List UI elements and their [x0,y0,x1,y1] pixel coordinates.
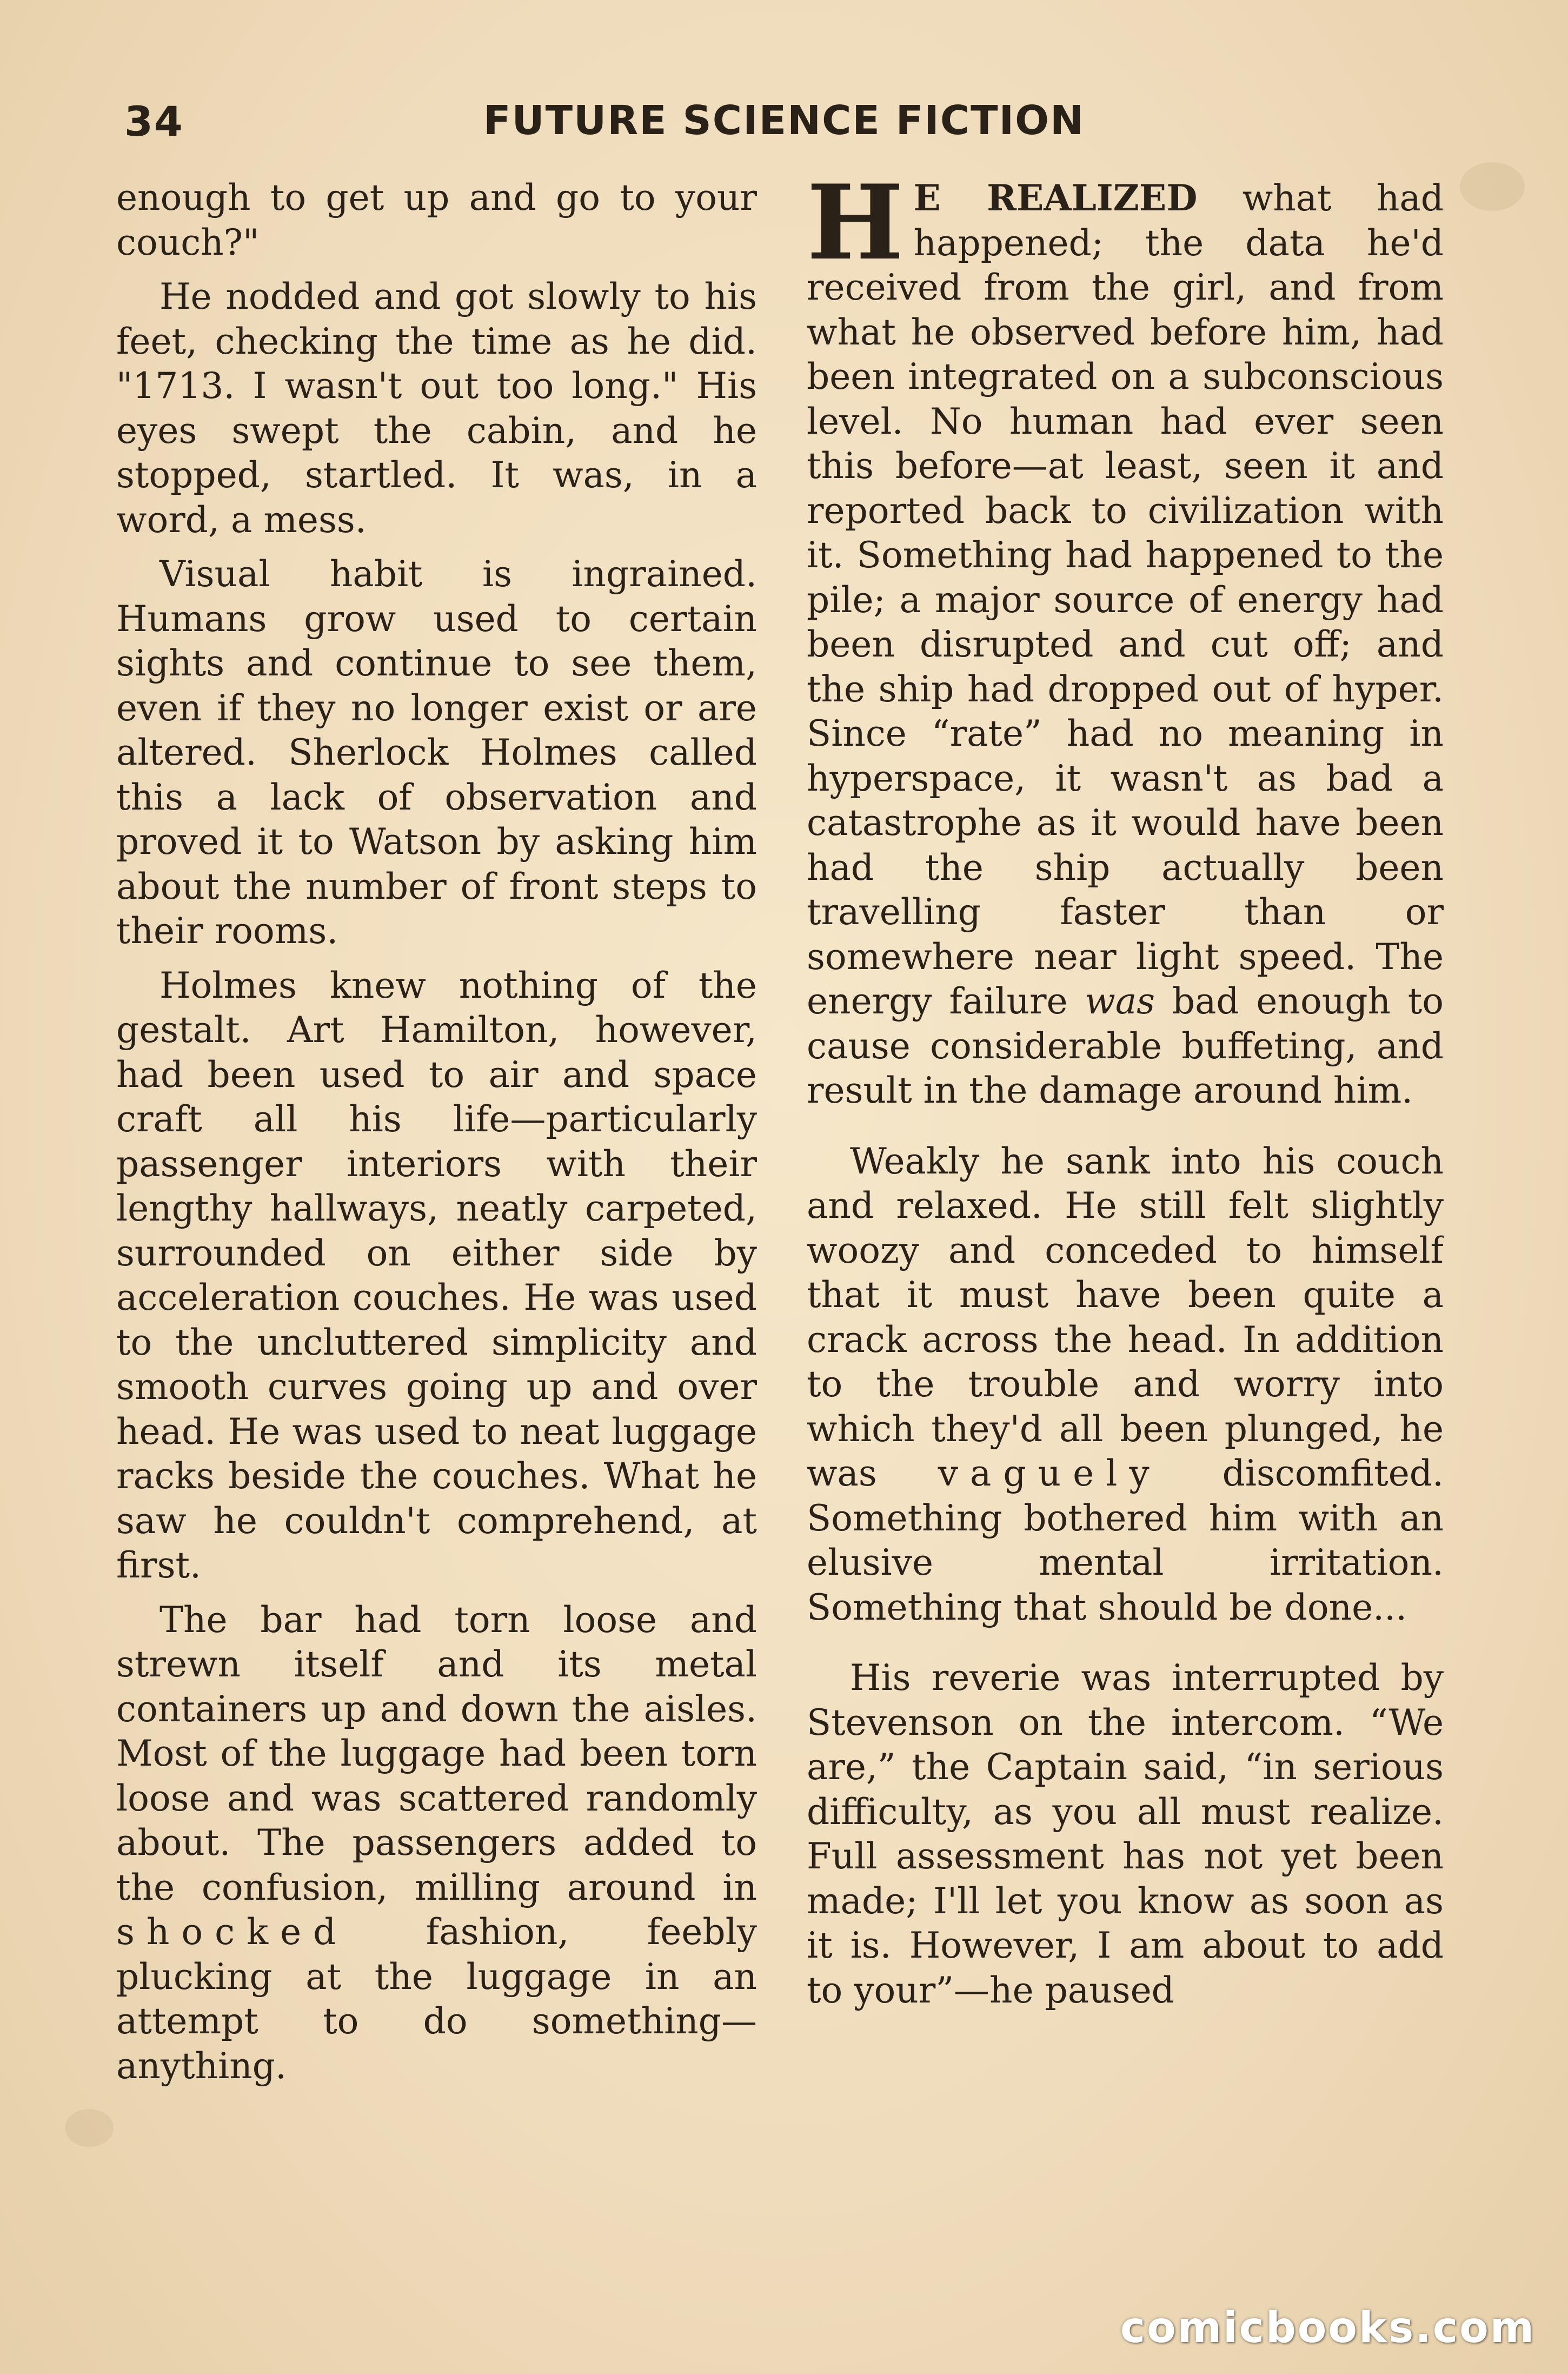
page-header [119,97,1449,157]
lead-in-caps: E REALIZED [913,177,1198,219]
paragraph [116,1598,757,2089]
paper-stain [1460,162,1525,211]
paragraph [807,1139,1444,1630]
left-column [116,176,757,2285]
paragraph-text: discomfited. Something bothered him with an elusive mental irritation. Something that should be done... [807,1453,1444,1628]
paragraph: Visual habit is ingrained. Humans grow used to certain sights and continue to see them, even if they no longer exist or are altered. Sherlock Holmes called this a lack of observation and proved it to Watson by asking him about the number of front steps to their rooms. [116,553,757,952]
paragraph: Holmes knew nothing of the gestalt. Art Hamilton, however, had been used to air and space craft all his life—particularly passenger interiors with their lengthy hallways, neatly carpeted, surrounded on either side by acceleration couches. He was used to the uncluttered simplicity and smooth curves going up and over head. He was used to neat luggage racks beside the couches. What he saw he couldn't comprehend, at first. [116,964,757,1586]
paragraph-text: bad enough to cause considerable buffeting, and result in the damage around him. [807,980,1444,1111]
paragraph-text: what had happened; the data he'd received from the girl, and from what he observed before him, had been integrated on a subconscious level. No human had ever seen this before—at least, seen it and reported back to civilization with it. Something had happened to the pile; a major source of energy had been disrupted and cut off; and the ship had dropped out of hyper. Since “rate” had no meaning in hyperspace, it wasn't as bad a catastrophe as it would have been had the ship actually been travelling faster than or somewhere near light speed. The energy failure [807,177,1444,1022]
spaced-word: vaguely [938,1453,1161,1494]
spaced-word: shocked [116,1911,348,1953]
page-number: 34 [124,97,184,145]
paragraph: His reverie was interrupted by Stevenson on the intercom. “We are,” the Captain said, “in serious difficulty, as you all must realize. Full assessment has not yet been made; I'll let you know as soon as it is. However, I am about to add to your”—he paused [807,1657,1444,2011]
paragraph-text: The bar had torn loose and strewn itself and its metal containers up and down the aisles. Most of the luggage had been torn loose and was scattered randomly about. The passengers added to the confusion, milling around in [116,1599,757,1908]
site-watermark: comicbooks.com [1120,2304,1536,2352]
drop-cap: H [807,176,904,283]
paragraph: enough to get up and go to your couch?" [116,177,757,263]
italic-word: was [1085,980,1155,1022]
paragraph: He nodded and got slowly to his feet, checking the time as he did. "1713. I wasn't out too long." His eyes swept the cabin, and he stopped, startled. It was, in a word, a mess. [116,276,757,541]
paper-stain [65,2109,114,2147]
running-title: FUTURE SCIENCE FICTION [483,97,1085,144]
paragraph-text: Weakly he sank into his couch and relaxed. He still felt slightly woozy and conceded to himself that it must have been quite a crack across the head. In addition to the trouble and worry into which they'd all been plunged, he was [807,1140,1444,1494]
right-column [807,176,1444,2285]
paragraph-text: fashion, feebly plucking at the luggage in an attempt to do something—anything. [116,1911,757,2087]
chapter-opening-paragraph [807,176,1444,1113]
paragraph-gap [807,1123,1444,1139]
paragraph-gap [807,1640,1444,1656]
